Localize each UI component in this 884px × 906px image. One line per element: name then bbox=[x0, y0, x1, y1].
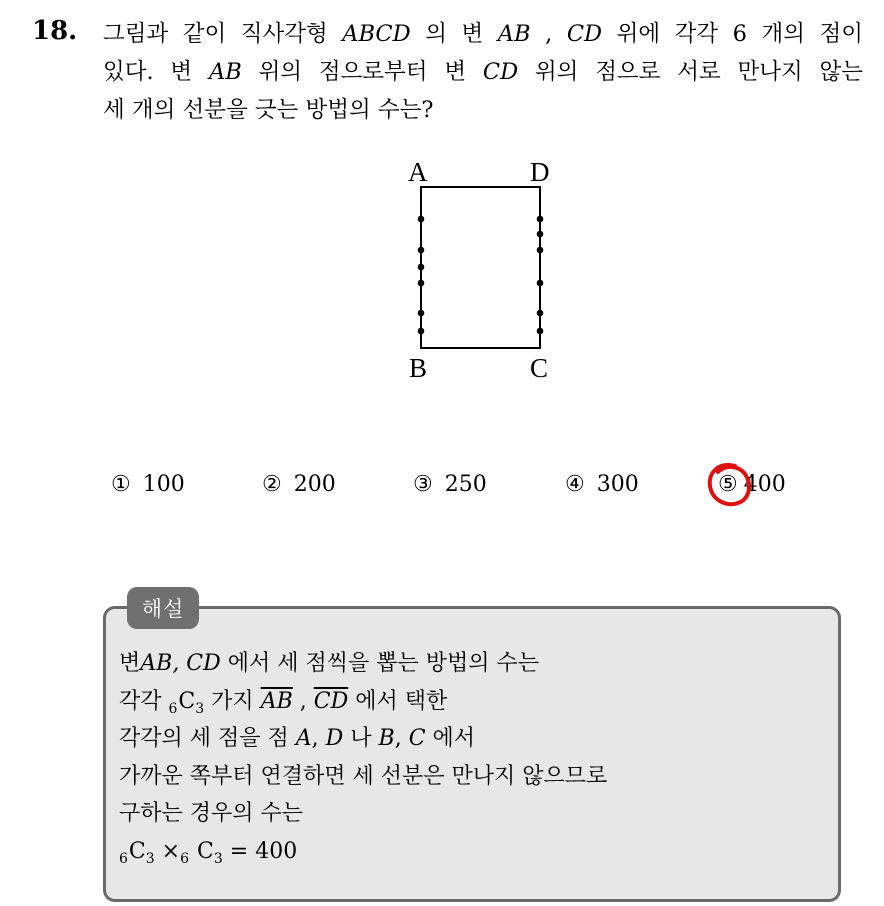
point-ab-4 bbox=[418, 280, 425, 287]
rectangle-figure bbox=[395, 150, 570, 390]
answer-circle-mark bbox=[704, 458, 756, 512]
question-line-3: 세 개의 선분을 긋는 방법의 수는? bbox=[103, 97, 434, 123]
choice-5[interactable]: ⑤ 400 bbox=[718, 472, 786, 497]
solution-line-1: 변AB, CD 에서 세 점씩을 뽑는 방법의 수는 bbox=[119, 651, 540, 676]
point-cd-6 bbox=[537, 328, 544, 335]
solution-line-3: 각각의 세 점을 점 A, D 나 B, C 에서 bbox=[119, 726, 476, 751]
label-b: B bbox=[409, 353, 428, 383]
question-number: 18. bbox=[32, 16, 78, 46]
point-ab-3 bbox=[418, 264, 425, 271]
point-cd-4 bbox=[537, 280, 544, 287]
solution-text bbox=[119, 645, 607, 870]
point-cd-1 bbox=[537, 216, 544, 223]
question-text bbox=[103, 15, 863, 129]
solution-line-5: 구하는 경우의 수는 bbox=[119, 801, 304, 826]
point-cd-5 bbox=[537, 310, 544, 317]
solution-line-2: 각각 $_6C_3$ 가지 $\overline{AB}$ , $\overline{CD}$ 에서 택한 bbox=[119, 688, 448, 717]
point-ab-6 bbox=[418, 328, 425, 335]
solution-line-4: 가까운 쪽부터 연결하면 세 선분은 만나지 않으므로 bbox=[119, 763, 608, 789]
segment-cd: $\overline{CD}$ bbox=[313, 688, 349, 714]
label-a: A bbox=[408, 157, 428, 187]
label-c: C bbox=[530, 353, 549, 383]
choice-1[interactable]: ① 100 bbox=[111, 472, 185, 497]
rectangle-abcd bbox=[421, 187, 540, 348]
point-ab-5 bbox=[418, 310, 425, 317]
choice-4[interactable]: ④ 300 bbox=[565, 472, 639, 497]
point-cd-2 bbox=[537, 231, 544, 238]
question-line-2: 있다. 변 AB 위의 점으로부터 변 CD 위의 점으로 서로 만나지 않는 bbox=[103, 59, 863, 85]
segment-ab: $\overline{AB}$ bbox=[260, 688, 293, 714]
solution-line-6: $_6C_3 \times_6$ $C_3 = 400$ bbox=[119, 838, 298, 867]
solution-tab: 해설 bbox=[127, 587, 199, 629]
point-cd-3 bbox=[537, 247, 544, 254]
choice-3[interactable]: ③ 250 bbox=[413, 472, 487, 497]
choice-2[interactable]: ② 200 bbox=[262, 472, 336, 497]
question-line-1: 그림과 같이 직사각형 ABCD 의 변 AB , CD 위에 각각 6 개의 점이 bbox=[103, 21, 863, 47]
point-ab-2 bbox=[418, 247, 425, 254]
label-d: D bbox=[530, 157, 550, 187]
point-ab-1 bbox=[418, 216, 425, 223]
